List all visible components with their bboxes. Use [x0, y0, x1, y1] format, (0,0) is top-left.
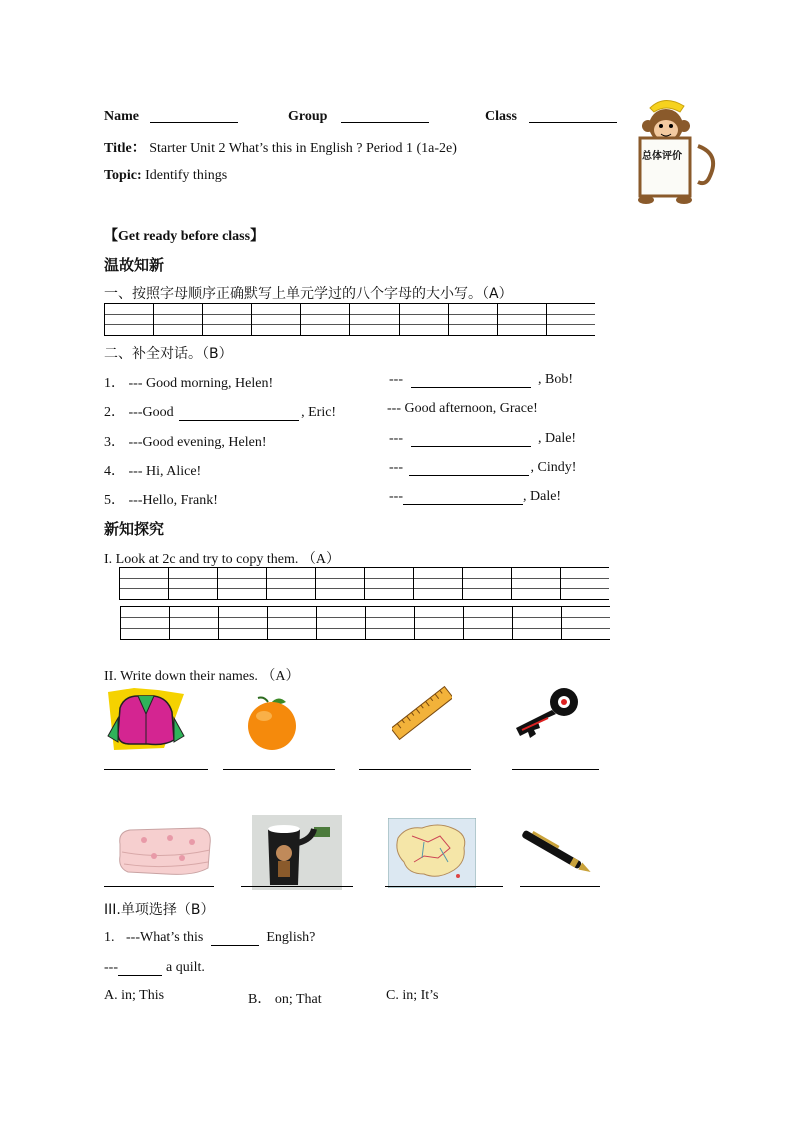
dialog-name: , Eric! [301, 405, 337, 420]
answer-blank[interactable] [179, 406, 299, 421]
answer-blank[interactable] [411, 432, 531, 447]
title-value: Starter Unit 2 What’s this in English ? Period 1 (1a-2e) [149, 141, 457, 156]
answer-blank[interactable] [403, 490, 523, 505]
q2-instruction: 二、补全对话。（B） [104, 346, 233, 362]
new-knowledge-heading: 新知探究 [104, 520, 165, 538]
part3-instruction: III.单项选择（B） [104, 902, 215, 918]
pen-icon [512, 826, 600, 878]
grid-cell[interactable] [399, 304, 448, 335]
option-a[interactable]: A. in; This [104, 988, 165, 1003]
answer-blank[interactable] [411, 373, 531, 388]
dialog-row-1-right [389, 372, 573, 388]
dialog-row-4-right [389, 460, 576, 476]
name-answer-line[interactable] [223, 769, 335, 770]
grid-cell[interactable] [511, 568, 560, 599]
dialog-left: --- Good morning, Helen! [128, 376, 274, 391]
dialog-row-1 [104, 372, 273, 392]
dialog-left: ---Good evening, Helen! [128, 435, 267, 450]
question-text: English? [266, 930, 316, 945]
row-number: 2． [104, 405, 125, 420]
q1-instruction: 一、按照字母顺序正确默写上单元学过的八个字母的大小写。（A） [104, 286, 513, 302]
answer-dash: --- [104, 960, 118, 975]
class-field[interactable] [529, 108, 617, 123]
name-field[interactable] [150, 108, 238, 123]
copy-grid-1[interactable] [119, 567, 609, 600]
dialog-left: ---Good [128, 405, 174, 420]
name-answer-line[interactable] [359, 769, 471, 770]
row-number: 4． [104, 464, 125, 479]
class-label: Class [485, 109, 517, 124]
option-c[interactable]: C. in; It’s [386, 988, 439, 1003]
dialog-left: ---Hello, Frank! [128, 493, 218, 508]
name-answer-line[interactable] [512, 769, 599, 770]
dialog-row-5-right [389, 489, 561, 505]
review-heading: 温故知新 [104, 256, 165, 274]
grid-cell[interactable] [119, 568, 168, 599]
name-label: Name [104, 109, 139, 124]
dialog-dash: --- [389, 431, 403, 446]
title-label: Title： [104, 141, 146, 156]
grid-cell[interactable] [217, 568, 266, 599]
grid-cell[interactable] [169, 607, 218, 639]
key-icon [508, 684, 584, 740]
grid-cell[interactable] [462, 568, 511, 599]
name-answer-line[interactable] [241, 886, 353, 887]
dialog-row-2 [104, 401, 336, 421]
cup-icon [252, 815, 342, 890]
grid-cell[interactable] [251, 304, 300, 335]
dialog-name: , Bob! [538, 372, 573, 387]
group-field[interactable] [341, 108, 429, 123]
map-icon [388, 818, 476, 888]
name-answer-line[interactable] [520, 886, 600, 887]
name-answer-line[interactable] [385, 886, 503, 887]
title-line [104, 137, 457, 157]
ruler-icon [392, 684, 452, 742]
grid-cell[interactable] [120, 607, 169, 639]
dialog-dash: --- [389, 489, 403, 504]
answer-text: a quilt. [166, 960, 205, 975]
grid-cell[interactable] [104, 304, 153, 335]
option-b[interactable]: B． on; That [248, 992, 322, 1007]
grid-cell[interactable] [202, 304, 251, 335]
dialog-row-3 [104, 431, 267, 451]
dialog-name: , Dale! [523, 489, 562, 504]
topic-line [104, 168, 227, 184]
grid-cell[interactable] [168, 568, 217, 599]
letter-writing-grid[interactable] [104, 303, 595, 336]
grid-cell[interactable] [560, 568, 609, 599]
grid-cell[interactable] [316, 607, 365, 639]
grid-cell[interactable] [463, 607, 512, 639]
grid-cell[interactable] [349, 304, 398, 335]
grid-cell[interactable] [448, 304, 497, 335]
orange-icon [242, 696, 302, 752]
dialog-row-4 [104, 460, 201, 480]
row-number: 3． [104, 435, 125, 450]
part1-instruction: I. Look at 2c and try to copy them. （A） [104, 552, 341, 567]
part2-instruction: II. Write down their names. （A） [104, 669, 300, 684]
grid-cell[interactable] [153, 304, 202, 335]
grid-cell[interactable] [266, 568, 315, 599]
answer-blank[interactable] [118, 961, 162, 976]
name-answer-line[interactable] [104, 769, 208, 770]
grid-cell[interactable] [546, 304, 595, 335]
grid-cell[interactable] [315, 568, 364, 599]
answer-blank[interactable] [211, 931, 259, 946]
grid-cell[interactable] [414, 607, 463, 639]
grid-cell[interactable] [512, 607, 561, 639]
dialog-row-3-right [389, 431, 576, 447]
grid-cell[interactable] [267, 607, 316, 639]
quilt-icon [114, 822, 216, 878]
topic-label: Topic: [104, 168, 142, 183]
dialog-row-5 [104, 489, 218, 509]
grid-cell[interactable] [300, 304, 349, 335]
dialog-name: , Cindy! [530, 460, 577, 475]
grid-cell[interactable] [413, 568, 462, 599]
dialog-name: , Dale! [538, 431, 577, 446]
dialog-row-2-right: --- Good afternoon, Grace! [387, 401, 538, 416]
dialog-left: --- Hi, Alice! [128, 464, 202, 479]
copy-grid-2[interactable] [120, 606, 610, 640]
mcq-answer-line [104, 960, 205, 976]
answer-blank[interactable] [409, 461, 529, 476]
dialog-dash: --- [389, 460, 403, 475]
grid-cell[interactable] [561, 607, 610, 639]
question-number: 1. [104, 930, 115, 945]
mcq-question-1 [104, 930, 315, 946]
dialog-dash: --- [389, 372, 403, 387]
topic-value: Identify things [145, 168, 228, 183]
evaluation-badge-text: 总体评价 [642, 151, 682, 162]
question-text: ---What’s this [126, 930, 204, 945]
grid-cell[interactable] [497, 304, 546, 335]
name-answer-line[interactable] [104, 886, 214, 887]
grid-cell[interactable] [365, 607, 414, 639]
grid-cell[interactable] [218, 607, 267, 639]
row-number: 5． [104, 493, 125, 508]
section-get-ready: 【Get ready before class】 [104, 229, 265, 244]
group-label: Group [288, 109, 328, 124]
grid-cell[interactable] [364, 568, 413, 599]
row-number: 1． [104, 376, 125, 391]
jacket-icon [104, 688, 190, 754]
